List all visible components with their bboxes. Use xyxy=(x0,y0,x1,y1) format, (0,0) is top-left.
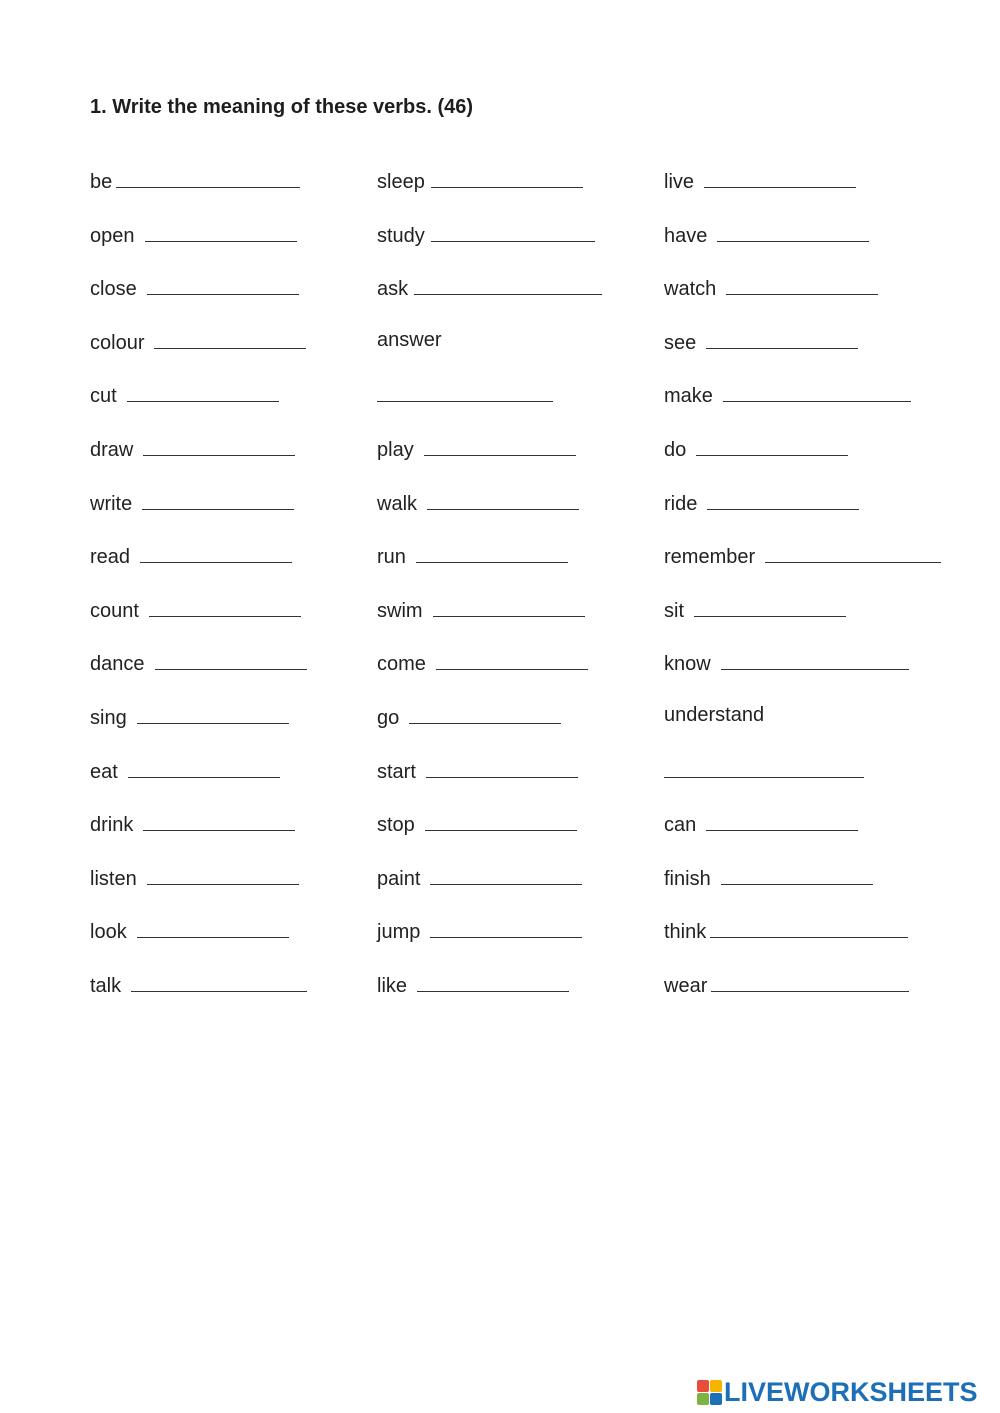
verb-label: do xyxy=(664,439,687,461)
answer-blank[interactable] xyxy=(721,865,873,885)
worksheet-title: 1. Write the meaning of these verbs. (46) xyxy=(90,96,474,118)
answer-blank[interactable] xyxy=(154,329,306,349)
verb-label: stop xyxy=(377,814,415,837)
verb-label: remember xyxy=(664,546,756,569)
verb-label: open xyxy=(90,224,135,247)
verb-entry xyxy=(90,222,297,248)
verb-label: paint xyxy=(377,867,421,890)
verb-label: have xyxy=(664,224,708,247)
verb-entry xyxy=(377,865,582,891)
verb-label: listen xyxy=(90,867,137,890)
verb-label: start xyxy=(377,760,416,783)
verb-label: run xyxy=(377,546,406,569)
verb-entry xyxy=(664,758,864,784)
verb-label: can xyxy=(664,814,697,837)
answer-blank[interactable] xyxy=(127,382,279,402)
verb-entry xyxy=(90,382,279,408)
verb-entry xyxy=(90,329,306,355)
verb-entry xyxy=(377,222,595,248)
verb-entry xyxy=(90,436,295,462)
verb-entry xyxy=(90,650,307,676)
answer-blank[interactable] xyxy=(417,972,569,992)
verb-label: look xyxy=(90,921,127,944)
answer-blank[interactable] xyxy=(706,811,858,831)
answer-blank[interactable] xyxy=(140,543,292,563)
answer-blank[interactable] xyxy=(425,811,577,831)
verb-label: count xyxy=(90,599,139,622)
answer-blank[interactable] xyxy=(717,222,869,242)
answer-blank[interactable] xyxy=(430,865,582,885)
verb-label: read xyxy=(90,546,131,569)
answer-blank[interactable] xyxy=(710,918,908,938)
verb-entry xyxy=(377,543,568,569)
verb-entry xyxy=(90,918,289,944)
verb-label: sit xyxy=(664,599,684,622)
verb-label: draw xyxy=(90,439,134,461)
verb-label: swim xyxy=(377,599,423,622)
verb-label: close xyxy=(90,278,137,301)
verb-entry xyxy=(90,597,301,623)
answer-blank[interactable] xyxy=(145,222,297,242)
verb-entry xyxy=(90,865,299,891)
verb-entry xyxy=(90,972,307,998)
verb-entry xyxy=(664,811,858,837)
verb-entry xyxy=(377,704,561,730)
verb-label: like xyxy=(377,975,408,997)
answer-blank[interactable] xyxy=(726,275,878,295)
answer-blank[interactable] xyxy=(131,972,307,992)
verb-entry xyxy=(377,382,553,408)
verb-entry xyxy=(664,436,848,462)
answer-blank[interactable] xyxy=(433,597,585,617)
verb-entry xyxy=(90,543,292,569)
verb-entry xyxy=(664,490,859,516)
answer-blank[interactable] xyxy=(431,222,595,242)
answer-blank[interactable] xyxy=(414,275,602,295)
verb-label: understand xyxy=(664,704,765,726)
verb-label: answer xyxy=(377,328,442,351)
verb-entry xyxy=(377,811,577,837)
brand-name: LIVEWORKSHEETS xyxy=(724,1376,978,1407)
answer-blank[interactable] xyxy=(409,704,561,724)
verb-entry xyxy=(377,972,569,998)
answer-blank[interactable] xyxy=(704,168,856,188)
verb-entry xyxy=(664,865,873,891)
verb-entry xyxy=(664,382,911,408)
verb-entry xyxy=(664,329,858,355)
verb-label: sing xyxy=(90,707,127,729)
verb-label: play xyxy=(377,439,414,461)
verb-entry xyxy=(664,650,909,676)
answer-blank[interactable] xyxy=(416,543,568,563)
verb-label: colour xyxy=(90,331,145,354)
answer-blank[interactable] xyxy=(142,490,294,510)
verb-label: see xyxy=(664,331,697,354)
verb-entry xyxy=(664,275,878,301)
verb-entry xyxy=(377,168,583,194)
answer-blank[interactable] xyxy=(137,918,289,938)
verb-label: ride xyxy=(664,492,698,515)
verb-label: dance xyxy=(90,653,145,676)
answer-blank[interactable] xyxy=(377,382,553,402)
verb-label: drink xyxy=(90,814,134,837)
answer-blank[interactable] xyxy=(143,811,295,831)
answer-blank[interactable] xyxy=(723,382,911,402)
answer-blank[interactable] xyxy=(664,758,864,778)
verb-label: jump xyxy=(377,921,421,944)
answer-blank[interactable] xyxy=(707,490,859,510)
verb-label: eat xyxy=(90,760,118,783)
verb-label: know xyxy=(664,653,711,676)
verb-entry xyxy=(377,597,585,623)
verb-label: come xyxy=(377,653,426,676)
verb-label: cut xyxy=(90,385,117,408)
verb-label: go xyxy=(377,707,400,729)
liveworksheets-logo-icon xyxy=(697,1380,722,1405)
verb-entry xyxy=(377,436,576,462)
verb-entry xyxy=(90,704,289,730)
answer-blank[interactable] xyxy=(128,758,280,778)
verb-entry xyxy=(377,275,602,301)
verb-entry xyxy=(90,758,280,784)
verb-entry xyxy=(664,222,869,248)
answer-blank[interactable] xyxy=(694,597,846,617)
verb-label: ask xyxy=(377,278,409,301)
verb-entry xyxy=(377,329,441,355)
answer-blank[interactable] xyxy=(696,436,848,456)
verb-label: finish xyxy=(664,867,711,890)
verb-label: study xyxy=(377,224,425,247)
answer-blank[interactable] xyxy=(721,650,909,670)
verb-label: be xyxy=(90,171,113,193)
verb-entry xyxy=(664,597,846,623)
verb-entry xyxy=(90,490,294,516)
verb-entry xyxy=(664,918,908,944)
verb-entry xyxy=(90,275,299,301)
answer-blank[interactable] xyxy=(430,918,582,938)
verb-entry xyxy=(377,918,582,944)
answer-blank[interactable] xyxy=(427,490,579,510)
verb-entry xyxy=(664,168,856,194)
verb-entry xyxy=(90,811,295,837)
answer-blank[interactable] xyxy=(424,436,576,456)
verb-entry xyxy=(664,972,909,998)
verb-entry xyxy=(377,650,588,676)
answer-blank[interactable] xyxy=(765,543,941,563)
answer-blank[interactable] xyxy=(155,650,307,670)
answer-blank[interactable] xyxy=(143,436,295,456)
liveworksheets-brand xyxy=(697,1377,978,1407)
answer-blank[interactable] xyxy=(149,597,301,617)
verb-label: write xyxy=(90,492,133,515)
verb-entry xyxy=(377,490,579,516)
verb-label: wear xyxy=(664,975,708,997)
answer-blank[interactable] xyxy=(426,758,578,778)
verb-label: walk xyxy=(377,492,418,515)
verb-label: make xyxy=(664,385,713,408)
verb-entry xyxy=(377,758,578,784)
answer-blank[interactable] xyxy=(436,650,588,670)
answer-blank[interactable] xyxy=(711,972,909,992)
answer-blank[interactable] xyxy=(431,168,583,188)
verb-label: live xyxy=(664,171,695,193)
verb-entry xyxy=(664,543,941,569)
verb-entry xyxy=(664,704,764,730)
verb-label: think xyxy=(664,921,707,944)
answer-blank[interactable] xyxy=(147,865,299,885)
answer-blank[interactable] xyxy=(147,275,299,295)
verb-label: sleep xyxy=(377,171,425,193)
verb-entry xyxy=(90,168,300,194)
answer-blank[interactable] xyxy=(706,329,858,349)
verb-label: watch xyxy=(664,278,717,301)
answer-blank[interactable] xyxy=(116,168,300,188)
verb-label: talk xyxy=(90,975,122,997)
answer-blank[interactable] xyxy=(137,704,289,724)
